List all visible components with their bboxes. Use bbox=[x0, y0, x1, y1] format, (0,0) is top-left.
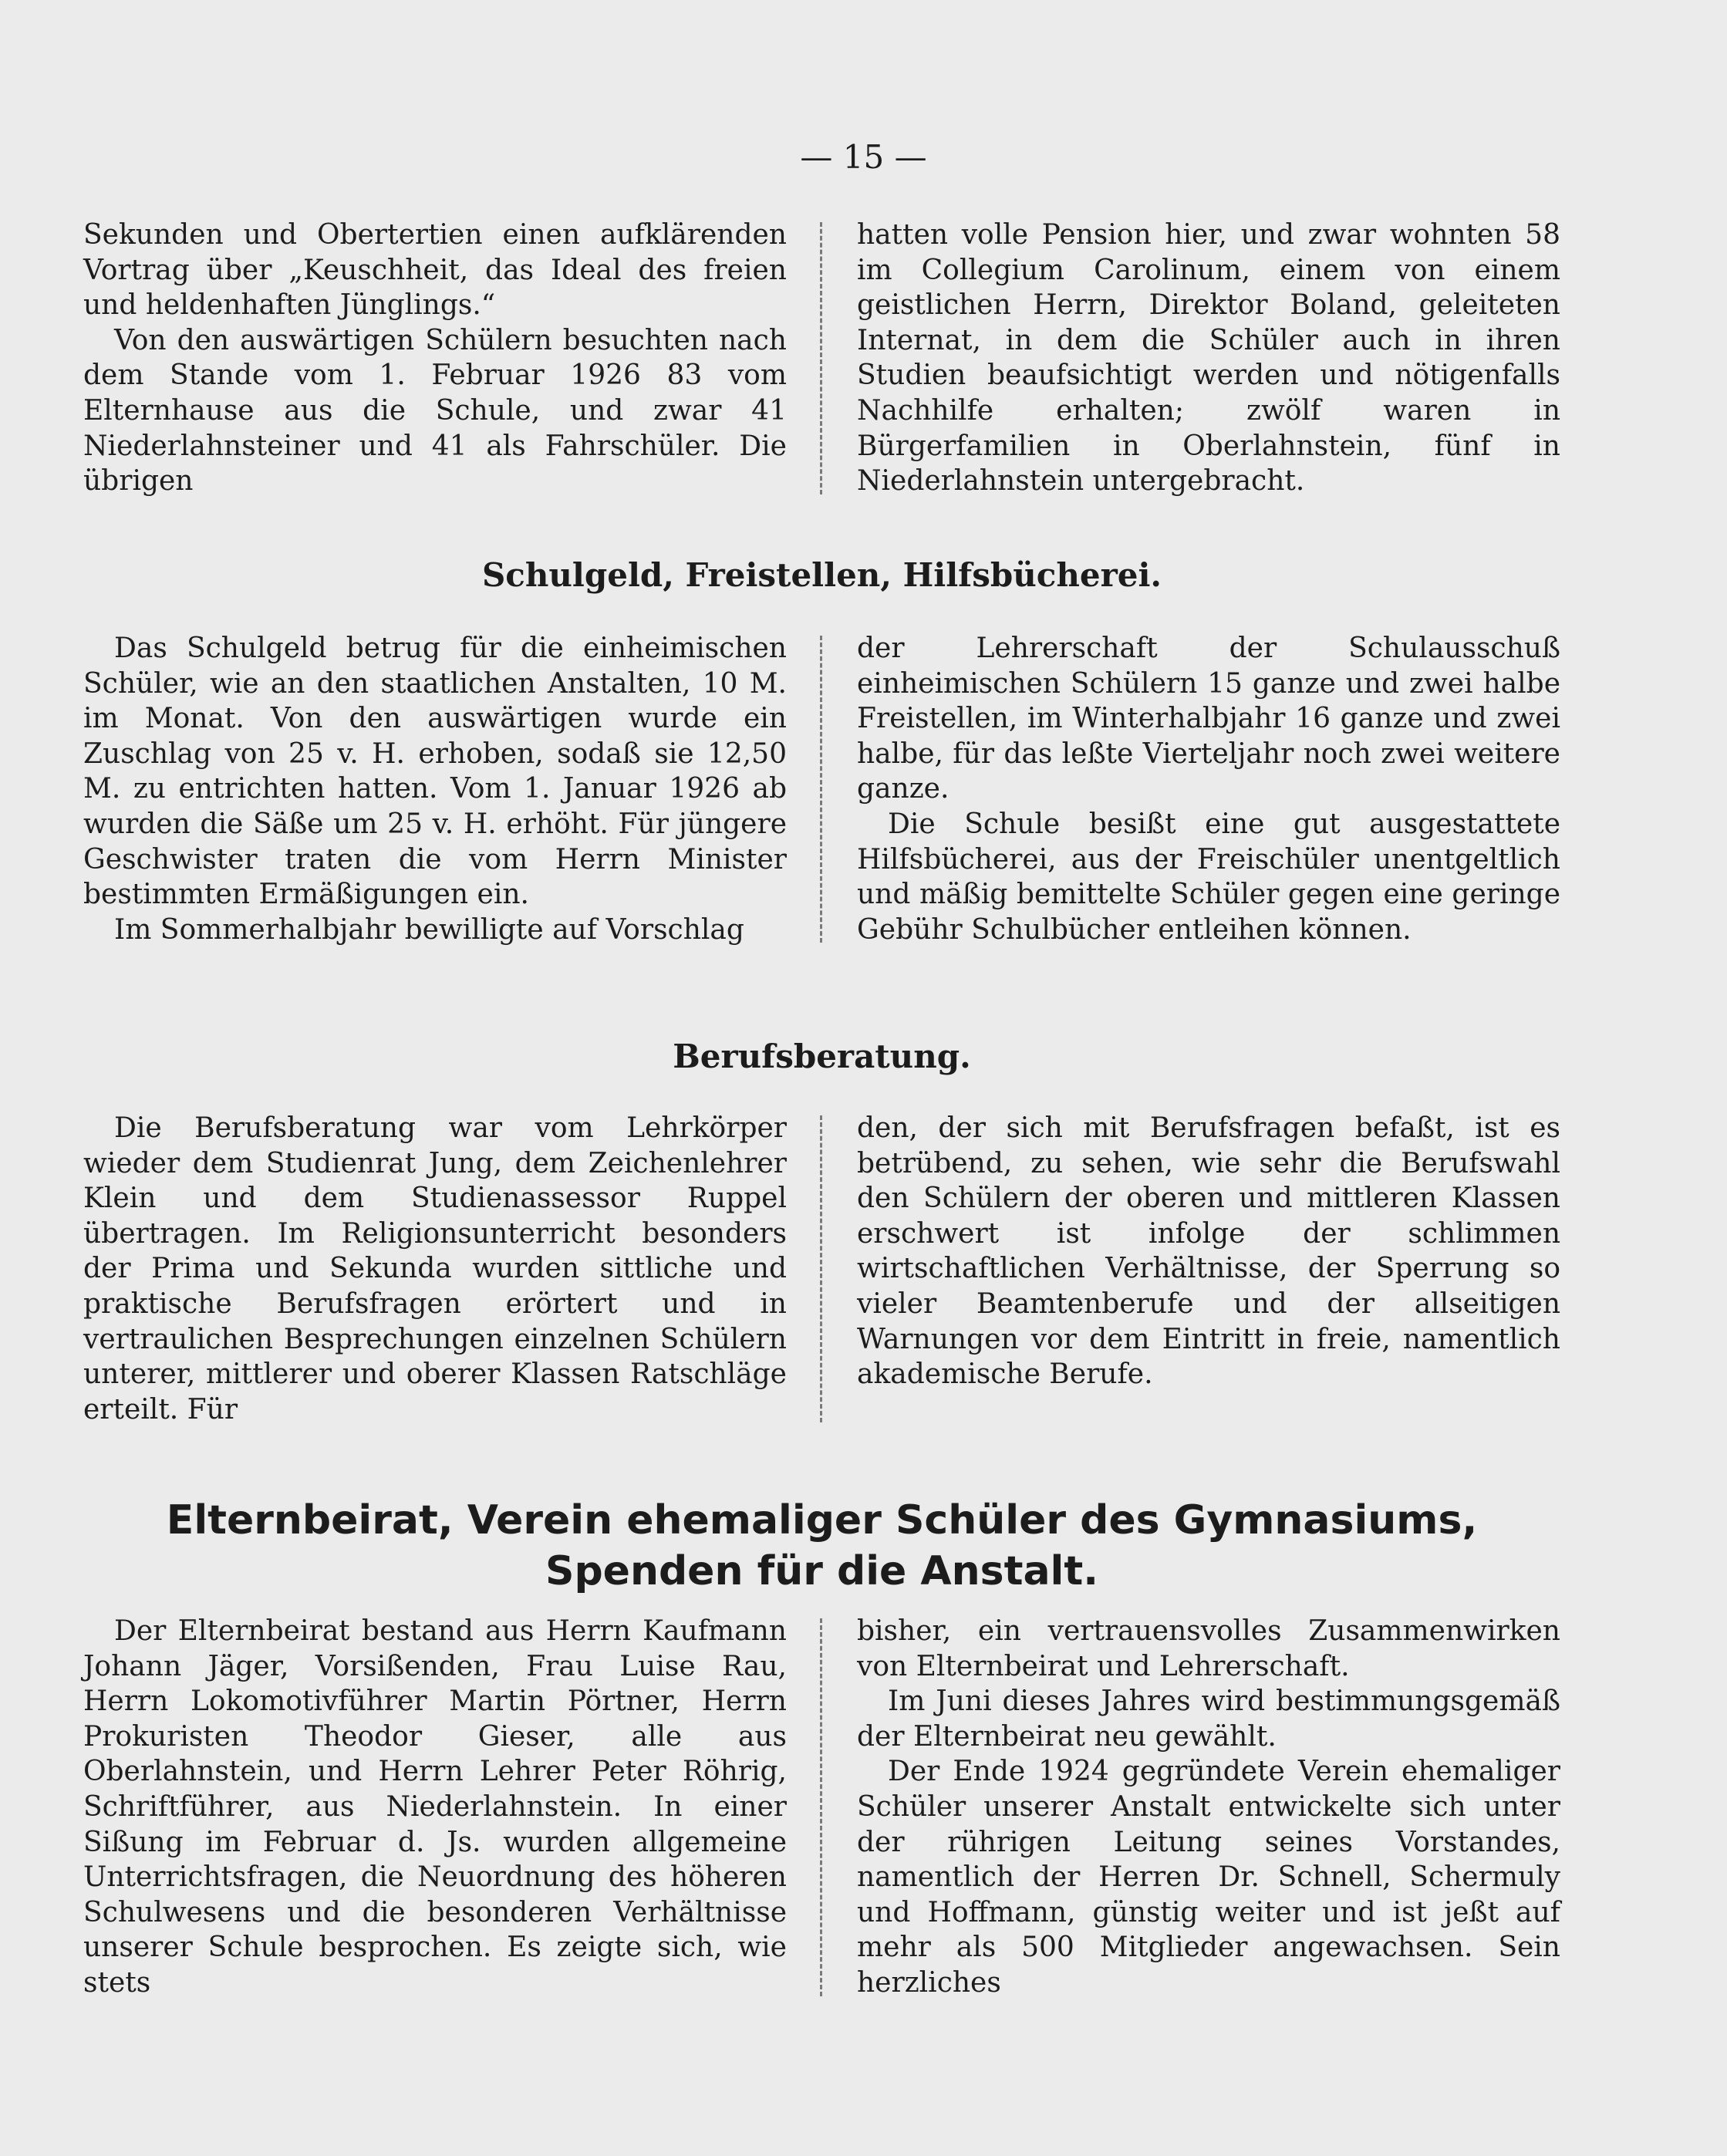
left-column bbox=[83, 218, 787, 499]
left-column bbox=[83, 1614, 787, 2001]
column-divider bbox=[820, 1618, 822, 1996]
page-number: — 15 — bbox=[800, 138, 927, 176]
section-elternbeirat bbox=[83, 1495, 1560, 1597]
paragraph: Im Sommerhalbjahr bewilligte auf Vorschlag bbox=[114, 913, 744, 946]
paragraph: Der Ende 1924 gegründete Verein ehemaliger Schüler unserer Anstalt entwickelte sich unter der rührigen Leitung seines Vorstandes, namentlich der Herren Dr. Schnell, Schermuly und Hoffmann, günstig weiter und ist jeßt auf mehr als 500 Mitglieder angewachsen. Sein herzliches bbox=[857, 1756, 1560, 1999]
section-berufsberatung bbox=[83, 1035, 1560, 1078]
paragraph: Von den auswärtigen Schülern besuchten nach dem Stande vom 1. Februar 1926 83 vom Elternhause aus die Schule, und zwar 41 Niederlahnsteiner und 41 als Fahrschüler. Die übrigen bbox=[83, 324, 787, 498]
left-column bbox=[83, 1111, 787, 1427]
column-divider bbox=[820, 636, 822, 943]
section-heading: Berufsberatung. bbox=[673, 1038, 971, 1075]
section-heading-line2: Spenden für die Anstalt. bbox=[545, 1548, 1098, 1594]
section-schulgeld bbox=[83, 554, 1560, 597]
right-column bbox=[857, 218, 1560, 499]
section-berufsberatung-body bbox=[83, 1111, 1560, 1427]
column-divider bbox=[820, 1115, 822, 1422]
paragraph: Das Schulgeld betrug für die einheimischen Schüler, wie an den staatlichen Anstalten, 10 M. im Monat. Von den auswärtigen wurde ein Zuschlag von 25 v. H. erhoben, sodaß sie 12,50 M. zu entrichten hatten. Vom 1. Januar 1926 ab wurden die Säße um 25 v. H. erhöht. Für jüngere Geschwister traten die vom Herrn Minister bestimmten Ermäßigungen ein. bbox=[83, 633, 787, 911]
paragraph: hatten volle Pension hier, und zwar wohnten 58 im Collegium Carolinum, einem von einem geistlichen Herrn, Direktor Boland, geleiteten Internat, in dem die Schüler auch in ihren Studien beaufsichtigt werden und nötigenfalls Nachhilfe erhalten; zwölf waren in Bürgerfamilien in Oberlahnstein, fünf in Niederlahnstein untergebracht. bbox=[857, 219, 1560, 498]
paragraph: bisher, ein vertrauensvolles Zusammenwirken von Elternbeirat und Lehrerschaft. bbox=[857, 1615, 1560, 1682]
section-schulgeld-body bbox=[83, 631, 1560, 947]
section-continuation bbox=[83, 218, 1560, 499]
paragraph: Die Schule besißt eine gut ausgestattete Hilfsbücherei, aus der Freischüler unentgeltlich und mäßig bemittelte Schüler gegen eine geringe Gebühr Schulbücher entleihen können. bbox=[857, 808, 1560, 946]
section-heading: Schulgeld, Freistellen, Hilfsbücherei. bbox=[481, 556, 1162, 594]
right-column bbox=[857, 1111, 1560, 1427]
section-elternbeirat-body bbox=[83, 1614, 1560, 2001]
paragraph: Im Juni dieses Jahres wird bestimmungsgemäß der Elternbeirat neu gewählt. bbox=[857, 1685, 1560, 1753]
paragraph: den, der sich mit Berufsfragen befaßt, ist es betrübend, zu sehen, wie sehr die Berufswahl den Schülern der oberen und mittleren Klassen erschwert ist infolge der schlimmen wirtschaftlichen Verhältnisse, der Sperrung so vieler Beamtenberufe und der allseitigen Warnungen vor dem Eintritt in freie, namentlich akademische Berufe. bbox=[857, 1112, 1560, 1391]
right-column bbox=[857, 1614, 1560, 2001]
paragraph: Der Elternbeirat bestand aus Herrn Kaufmann Johann Jäger, Vorsißenden, Frau Luise Rau, Herrn Lokomotivführer Martin Pörtner, Herrn Prokuristen Theodor Gieser, alle aus Oberlahnstein, und Herrn Lehrer Peter Röhrig, Schriftführer, aus Niederlahnstein. In einer Sißung im Februar d. Js. wurden allgemeine Unterrichtsfragen, die Neuordnung des höheren Schulwesens und die besonderen Verhältnisse unserer Schule besprochen. Es zeigte sich, wie stets bbox=[83, 1615, 787, 1999]
paragraph: der Lehrerschaft der Schulausschuß einheimischen Schülern 15 ganze und zwei halbe Freistellen, im Winterhalbjahr 16 ganze und zwei halbe, für das leßte Vierteljahr noch zwei weitere ganze. bbox=[857, 633, 1560, 805]
column-divider bbox=[820, 222, 822, 494]
left-column bbox=[83, 631, 787, 947]
right-column bbox=[857, 631, 1560, 947]
paragraph: Die Berufsberatung war vom Lehrkörper wieder dem Studienrat Jung, dem Zeichenlehrer Klein und dem Studienassessor Ruppel übertragen. Im Religionsunterricht besonders der Prima und Sekunda wurden sittliche und praktische Berufsfragen erörtert und in vertraulichen Besprechungen einzelnen Schülern unterer, mittlerer und oberer Klassen Ratschläge erteilt. Für bbox=[83, 1112, 787, 1426]
section-heading-line1: Elternbeirat, Verein ehemaliger Schüler des Gymnasiums, bbox=[166, 1497, 1478, 1544]
paragraph: Sekunden und Obertertien einen aufklärenden Vortrag über „Keuschheit, das Ideal des freien und heldenhaften Jünglings.“ bbox=[83, 219, 787, 322]
